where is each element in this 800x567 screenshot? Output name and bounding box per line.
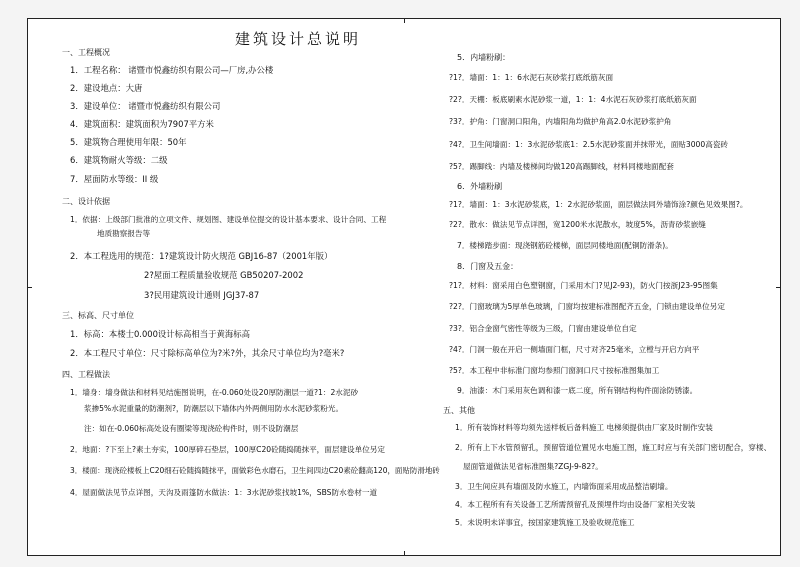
toilet-wall: ?4?．卫生间墙面：1：3水泥砂浆底1：2.5水泥砂浆面并抹带光，面贴3000高瓷砖	[449, 140, 729, 149]
frame-tick-right	[776, 287, 780, 288]
roof-waterproof-grade: 7．屋面防水等级：II 级	[70, 174, 159, 184]
section-3-heading: 三、标高、尺寸单位	[62, 311, 134, 320]
section-1-heading: 一、工程概况	[62, 48, 110, 57]
exterior-finish-heading: 6．外墙粉刷	[457, 182, 503, 191]
codes-line-3: 3?民用建筑设计通则 JGJ37-87	[144, 290, 260, 300]
glass-hardware: ?2?．门窗玻璃为5厚单色玻璃，门窗均按建标准图配齐五金，门锁由建设单位另定	[449, 302, 725, 311]
doors-windows-heading: 8．门窗及五金：	[457, 262, 519, 271]
skirting: ?5?．踢脚线：内墙及楼梯间均做120高踢脚线，材料同楼地面配套	[449, 162, 674, 171]
stair-treads: 7．楼梯踏步面：现浇钢筋砼楼梯，面层同楼地面(配铜防滑条)。	[457, 241, 673, 250]
fire-rating: 6．建筑物耐火等级：二级	[70, 155, 168, 165]
apron: ?2?．散水：做法见节点详图，宽1200米水泥散水，坡度5%，沥青砂浆嵌缝	[449, 220, 706, 229]
interior-finish-heading: 5．内墙粉刷：	[457, 53, 511, 62]
frame-tick-top	[404, 19, 405, 23]
paint-spec: 9．油漆：木门采用灰色调和漆一底二度，所有钢结构构件面涂防锈漆。	[457, 386, 698, 395]
door-window-material: ?1?．材料：窗采用白色塑钢窗，门采用木门?见J2-93)，防火门按浙J23-95图集	[449, 281, 718, 290]
elevation-note: 1．标高：本楼士0.000设计标高相当于黄海标高	[70, 329, 251, 339]
nonstandard-doors: ?5?．本工程中非标准门窗均参照门窗洞口尺寸按标准图集加工	[449, 366, 660, 375]
roof-spec: 4．屋面做法见节点详图，天沟及雨篷防水做法：1：3水泥砂浆找坡1%，SBS防水卷材一道	[70, 488, 378, 497]
other-note-3: 3．卫生间应具有墙面及防水施工，内墙饰面采用成品整洁刷墙。	[455, 482, 673, 491]
section-2-heading: 二、设计依据	[62, 197, 110, 206]
interior-corner: ?3?．护角：门窗洞口阳角，内墙阳角均做护角高2.0水泥砂浆护角	[449, 117, 672, 126]
document-title: 建筑设计总说明	[235, 30, 362, 48]
other-note-5: 5．未说明未详事宜，按国家建筑施工及验收规范施工	[455, 518, 635, 527]
service-life: 5．建筑物合理使用年限：50年	[70, 137, 187, 147]
other-note-1: 1．所有装饰材料等均须先送样板后备料施工 电梯须提供由厂家及时制作安装	[455, 423, 713, 432]
frame-tick-left	[28, 287, 32, 288]
floor-spec: 3．楼面：现浇砼楼板上C20细石砼随捣随抹平，面做彩色水磨石，卫生间四边C20素砼翻高120，面贴防滑地砖	[70, 466, 440, 475]
project-location: 2．建设地点：大唐	[70, 83, 143, 93]
section-5-heading: 五、其他	[443, 406, 475, 415]
frame-tick-bottom	[404, 551, 405, 555]
interior-ceiling: ?2?．天棚：板底刷素水泥砂浆一道，1：1：4水泥石灰砂浆打底纸筋灰面	[449, 95, 697, 104]
codes-line-2: 2?屋面工程质量验收规范 GB50207-2002	[144, 270, 304, 280]
basis-line-1: 1．依据：上级部门批准的立项文件、规划图、建设单位提交的设计基本要求、设计合同、工程	[70, 215, 387, 224]
wall-note: 注：如在-0.060标高处设有圈梁等现浇砼构件时，则不设防潮层	[84, 424, 299, 433]
project-area: 4．建筑面积：建筑面积为7907平方米	[70, 119, 214, 129]
section-4-heading: 四、工程做法	[62, 370, 110, 379]
other-note-4: 4．本工程所有有关设备工艺所需预留孔及预埋件均由设备厂家相关安装	[455, 500, 696, 509]
wall-line-2: 浆掺5%水泥重量的防潮剂?，防潮层以下墙体内外两侧用防水水泥砂浆粉光。	[84, 404, 344, 413]
other-note-2: 2．所有上下水管预留孔，预留管道位置见水电施工图，施工时应与有关部门密切配合，穿楼、	[455, 443, 772, 452]
project-name: 1．工程名称： 诸暨市悦鑫纺织有限公司—厂房,办公楼	[70, 65, 274, 75]
project-owner: 3．建设单位： 诸暨市悦鑫纺织有限公司	[70, 101, 221, 111]
window-airtightness: ?3?．铝合金窗气密性等级为三级，门窗由建设单位自定	[449, 324, 637, 333]
wall-line-1: 1．墙身：墙身做法和材料见结施图说明，在-0.060处设20厚防潮层一道?1：2水泥砂	[70, 388, 359, 397]
units-note: 2．本工程尺寸单位：尺寸除标高单位为?米?外，其余尺寸单位均为?毫米?	[70, 348, 345, 358]
door-frame-note: ?4?．门洞一般在开启一侧墙面门框，尺寸对齐25毫米，立樘与开启方向平	[449, 345, 700, 354]
interior-wall: ?1?．墙面：1：1：6水泥石灰砂浆打底纸筋灰面	[449, 73, 614, 82]
basis-line-2: 地质勘察报告等	[97, 229, 151, 238]
codes-line-1: 2．本工程选用的规范：1?建筑设计防火规范 GBJ16-87（2001年版）	[70, 251, 333, 261]
exterior-wall: ?1?．墙面：1：3水泥砂浆底，1：2水泥砂浆面，面层做法同外墙饰涂?颜色见效果图?。	[449, 200, 748, 209]
ground-floor-spec: 2．地面：?下至上?素土夯实，100厚碎石垫层，100厚C20砼随捣随抹平，面层建设单位另定	[70, 445, 386, 454]
other-note-2b: 屋面管道做法见省标准图集?ZGJ-9-82?。	[463, 462, 603, 471]
